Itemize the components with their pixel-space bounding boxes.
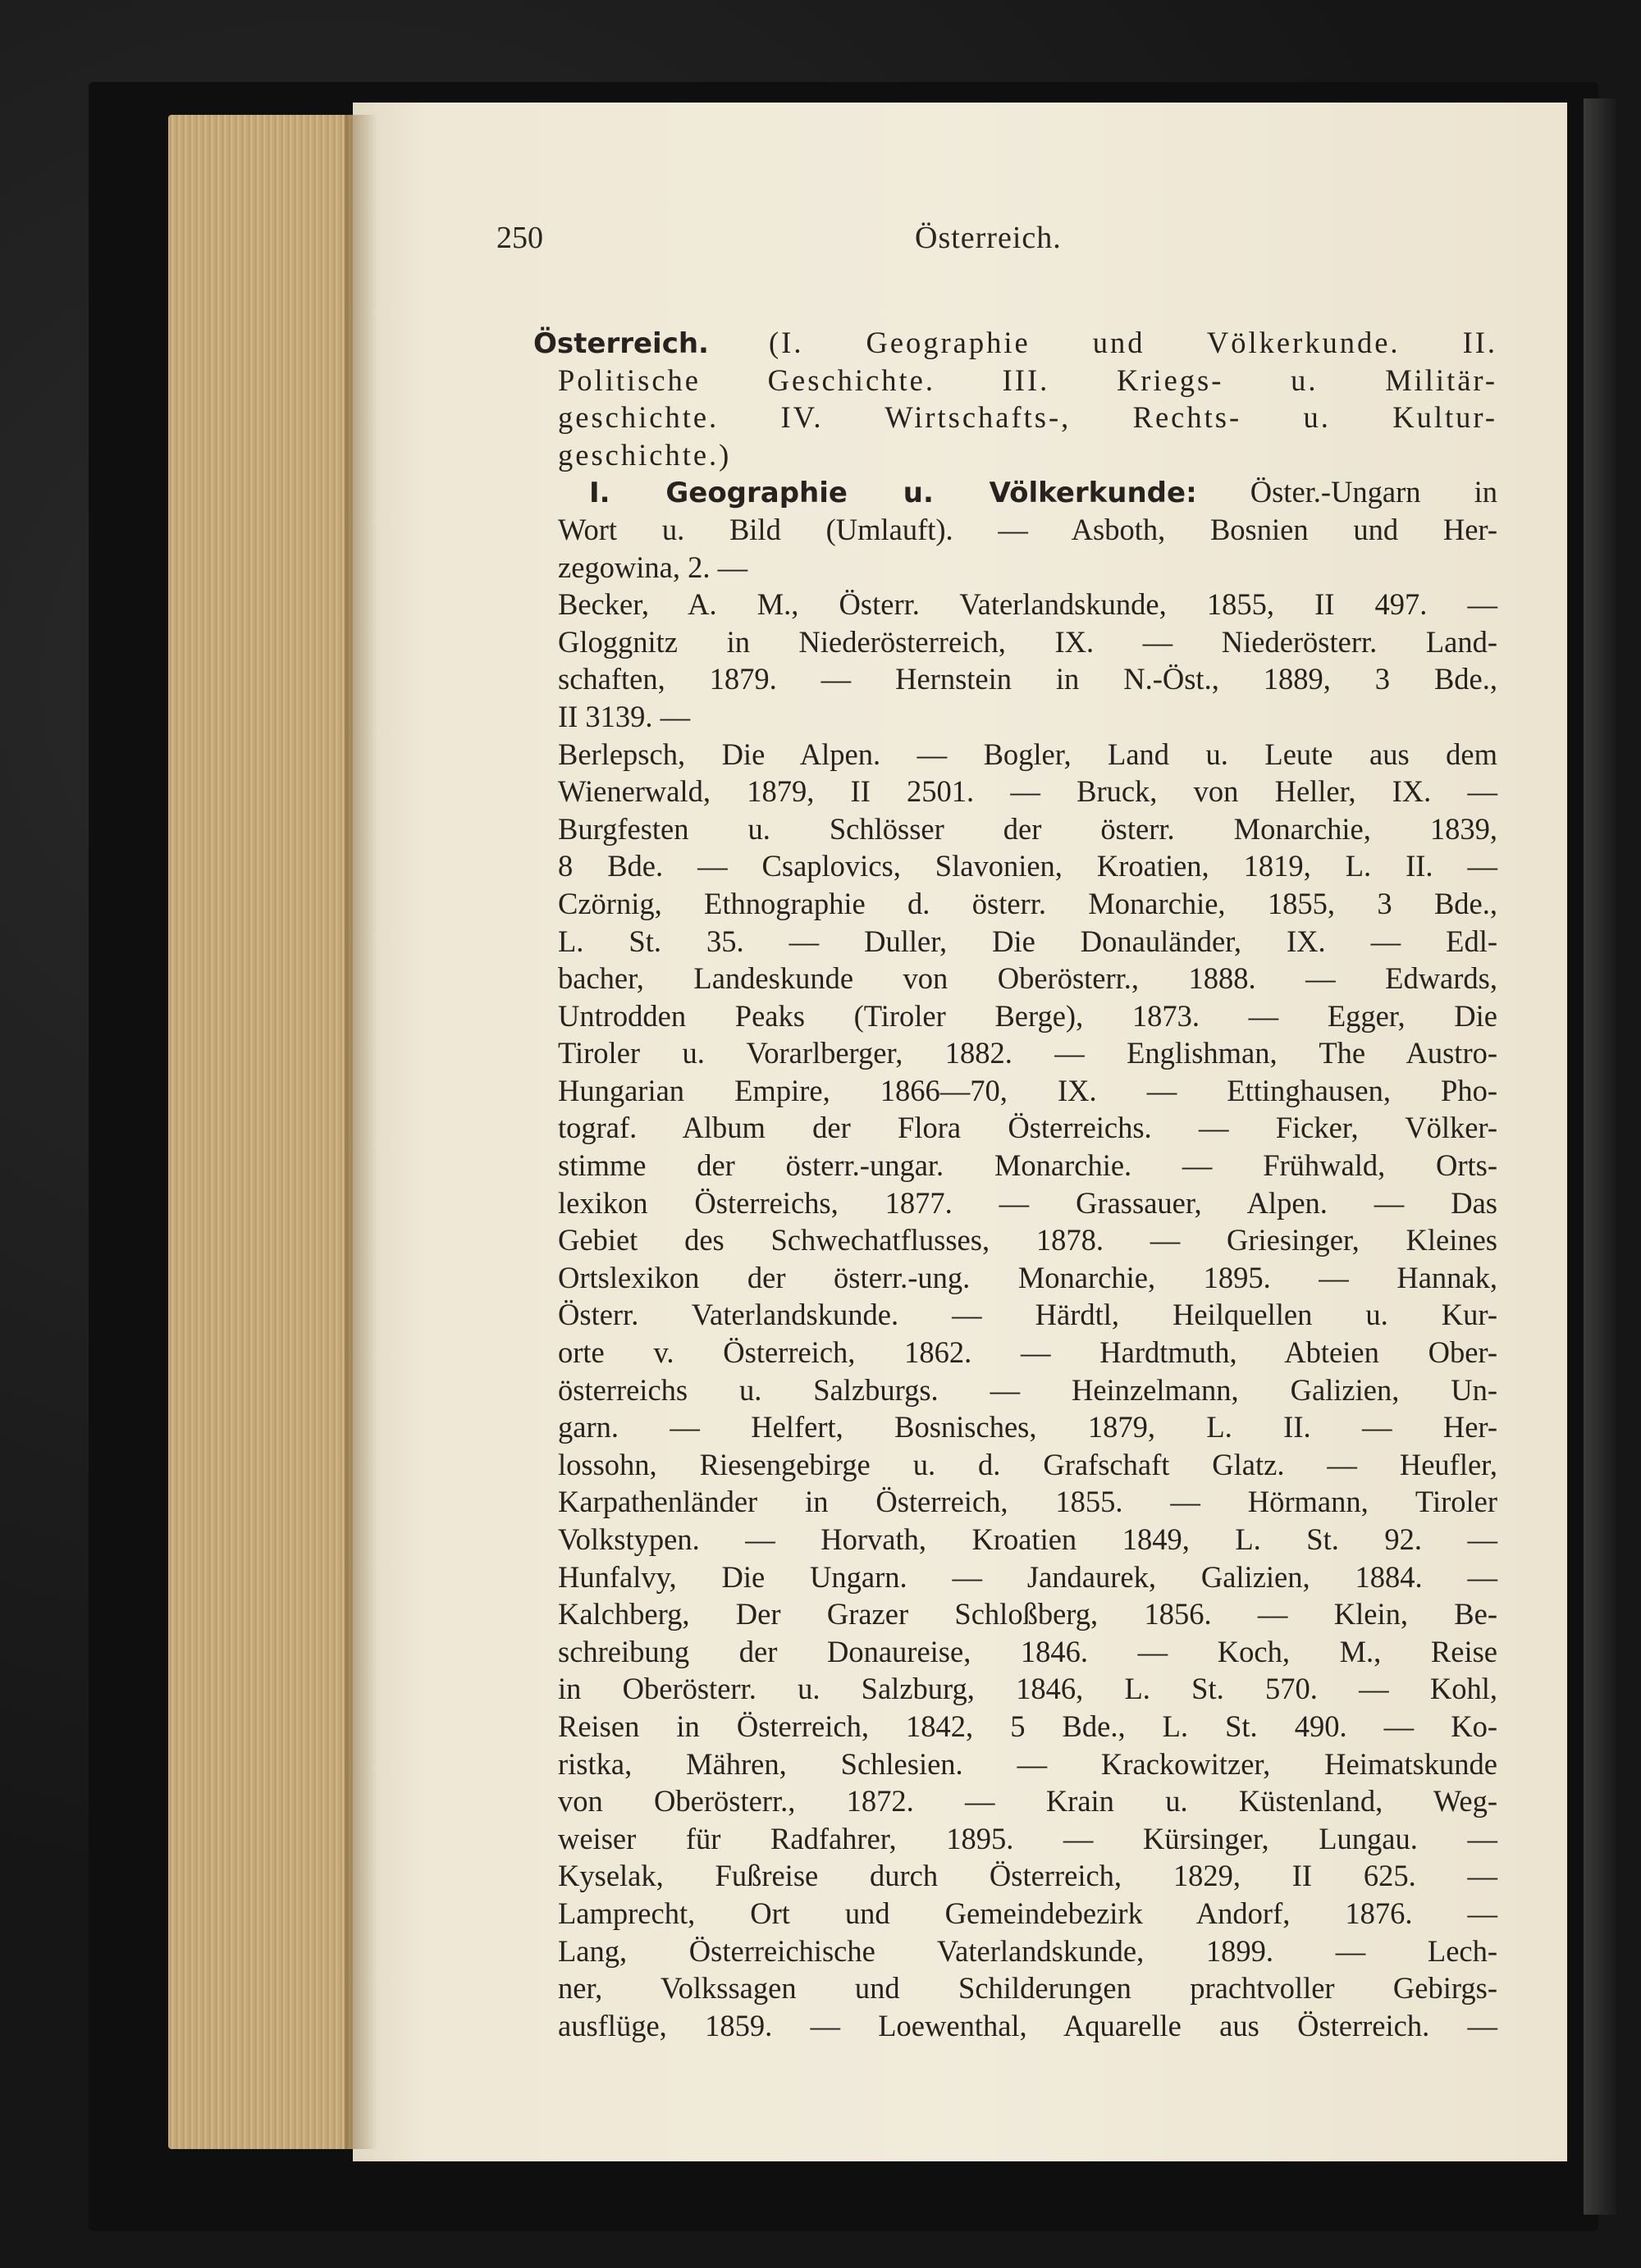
body-line: lexikon Österreichs, 1877. — Grassauer, Alpen. — Das [558, 1185, 1497, 1220]
body-line: Kalchberg, Der Grazer Schloßberg, 1856. — Klein, Be- [558, 1597, 1497, 1631]
body-line: Becker, A. M., Österr. Vaterlandskunde, 1855, II 497. — [558, 587, 1497, 622]
entry-line: geschichte. IV. Wirtschafts-, Rechts- u. Kultur- [558, 400, 1497, 435]
body-line: Reisen in Österreich, 1842, 5 Bde., L. St. 490. — Ko- [558, 1709, 1497, 1743]
entry-line: Politische Geschichte. III. Kriegs- u. Militär- [558, 363, 1497, 397]
book-cover-right-edge [1584, 98, 1616, 2215]
body-line: österreichs u. Salzburgs. — Heinzelmann, Galizien, Un- [558, 1372, 1497, 1407]
body-line: Wienerwald, 1879, II 2501. — Bruck, von Heller, IX. — [558, 774, 1497, 809]
body-line: Berlepsch, Die Alpen. — Bogler, Land u. Leute aus dem [558, 737, 1497, 771]
body-line: Wort u. Bild (Umlauft). — Asboth, Bosnien und Her- [558, 512, 1497, 546]
body-line: Hungarian Empire, 1866—70, IX. — Ettinghausen, Pho- [558, 1073, 1497, 1107]
body-line: in Oberösterr. u. Salzburg, 1846, L. St. 570. — Kohl, [558, 1672, 1497, 1706]
body-line: Ortslexikon der österr.-ung. Monarchie, 1895. — Hannak, [558, 1260, 1497, 1294]
body-line: II 3139. — [558, 699, 691, 733]
body-line: von Oberösterr., 1872. — Krain u. Küstenland, Weg- [558, 1784, 1497, 1819]
body-line: Gloggnitz in Niederösterreich, IX. — Niederösterr. Land- [558, 624, 1497, 659]
body-line: Gebiet des Schwechatflusses, 1878. — Griesinger, Kleines [558, 1223, 1497, 1257]
entry-text [533, 324, 1497, 2044]
body-line: ner, Volkssagen und Schilderungen prachtvoller Gebirgs- [558, 1971, 1497, 2006]
body-line: ristka, Mähren, Schlesien. — Krackowitzer, Heimatskunde [558, 1746, 1497, 1781]
page-header [496, 220, 1440, 269]
section-title: I. Geographie u. Völkerkunde: [589, 477, 1197, 510]
page-edges [168, 115, 357, 2149]
body-line: Volkstypen. — Horvath, Kroatien 1849, L. St. 92. — [558, 1522, 1497, 1556]
body-line: ausflüge, 1859. — Loewenthal, Aquarelle aus Österreich. — [558, 2008, 1497, 2042]
body-line: lossohn, Riesengebirge u. d. Grafschaft Glatz. — Heufler, [558, 1447, 1497, 1481]
body-line: Untrodden Peaks (Tiroler Berge), 1873. — Egger, Die [558, 998, 1497, 1033]
body-line: Lang, Österreichische Vaterlandskunde, 1899. — Lech- [558, 1933, 1497, 1968]
body-line: Karpathenländer in Österreich, 1855. — Hörmann, Tiroler [558, 1485, 1497, 1519]
body-line: L. St. 35. — Duller, Die Donauländer, IX. — Edl- [558, 924, 1497, 958]
entry-line: Österreich. (I. Geographie und Völkerkunde. II. [533, 326, 1497, 360]
running-head: Österreich. [915, 221, 1062, 255]
body-line: Kyselak, Fußreise durch Österreich, 1829, II 625. — [558, 1859, 1497, 1893]
body-line: schreibung der Donaureise, 1846. — Koch, M., Reise [558, 1634, 1497, 1668]
body-line: zegowina, 2. — [558, 550, 748, 584]
body-line: Czörnig, Ethnographie d. österr. Monarchie, 1855, 3 Bde., [558, 886, 1497, 920]
gutter-shadow [345, 115, 377, 2149]
body-line: Österr. Vaterlandskunde. — Härdtl, Heilquellen u. Kur- [558, 1298, 1497, 1332]
body-line: tograf. Album der Flora Österreichs. — Ficker, Völker- [558, 1111, 1497, 1145]
body-line: schaften, 1879. — Hernstein in N.-Öst., 1889, 3 Bde., [558, 662, 1497, 696]
body-line: Lamprecht, Ort und Gemeindebezirk Andorf, 1876. — [558, 1896, 1497, 1930]
body-line: orte v. Österreich, 1862. — Hardtmuth, Abteien Ober- [558, 1335, 1497, 1370]
entry-line: geschichte.) [558, 437, 732, 472]
body-line: garn. — Helfert, Bosnisches, 1879, L. II. — Her- [558, 1410, 1497, 1444]
body-line: bacher, Landeskunde von Oberösterr., 1888. — Edwards, [558, 961, 1497, 996]
page-number: 250 [496, 221, 543, 255]
body-line: stimme der österr.-ungar. Monarchie. — Frühwald, Orts- [558, 1148, 1497, 1183]
body-line: Burgfesten u. Schlösser der österr. Monarchie, 1839, [558, 811, 1497, 846]
body-line: weiser für Radfahrer, 1895. — Kürsinger, Lungau. — [558, 1821, 1497, 1855]
body-line: 8 Bde. — Csaplovics, Slavonien, Kroatien, 1819, L. II. — [558, 849, 1497, 883]
section-line: I. Geographie u. Völkerkunde: Öster.-Ungarn in [589, 475, 1497, 510]
body-line: Hunfalvy, Die Ungarn. — Jandaurek, Galizien, 1884. — [558, 1559, 1497, 1594]
entry-heading: Österreich. [533, 327, 709, 360]
body-line: Tiroler u. Vorarlberger, 1882. — Englishman, The Austro- [558, 1036, 1497, 1070]
